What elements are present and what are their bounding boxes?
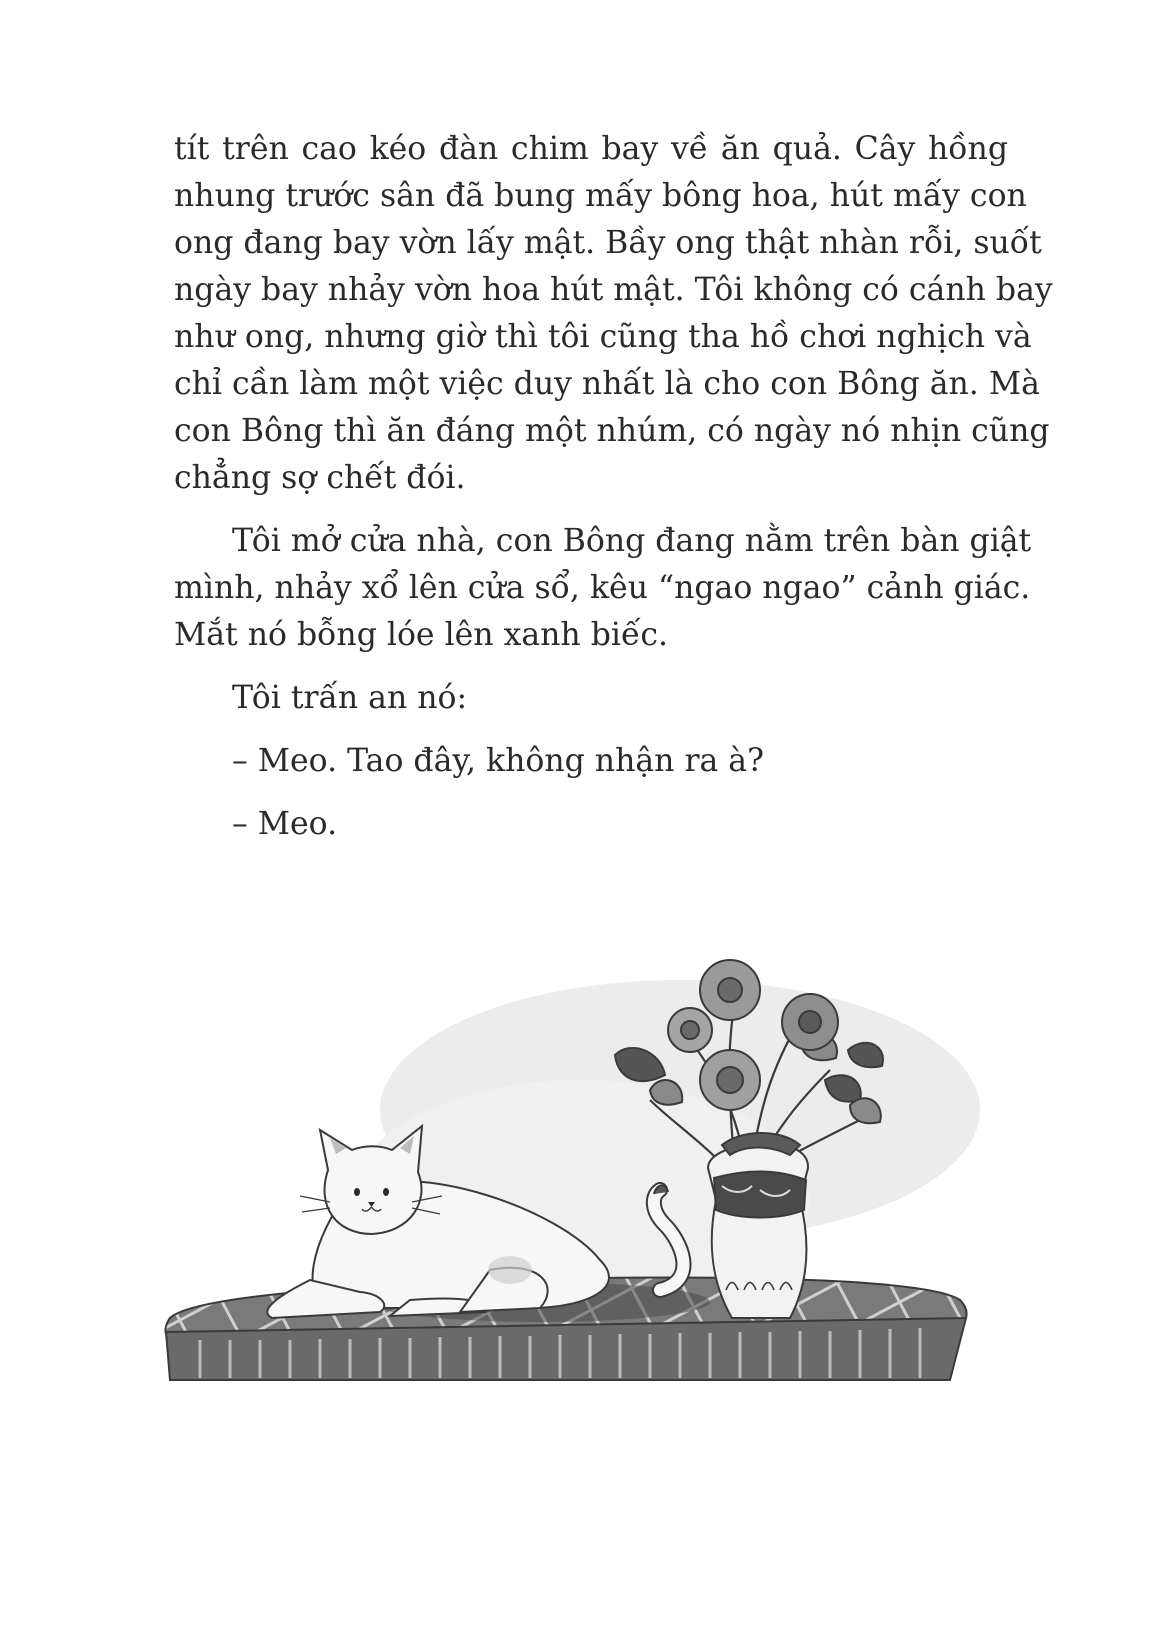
text-line: ngày bay nhảy vờn hoa hút mật. Tôi không có cánh bay [174,272,1053,308]
flower [782,994,838,1050]
text-line: – Meo. Tao đây, không nhận ra à? [232,743,764,779]
text-line: chẳng sợ chết đói. [174,460,466,496]
text-line: chỉ cần làm một việc duy nhất là cho con Bông ăn. Mà [174,366,1040,402]
flower [700,960,760,1020]
text-line: Tôi mở cửa nhà, con Bông đang nằm trên bàn giật [232,523,1032,559]
paragraph-3 [174,675,1008,722]
flower [700,1050,760,1110]
text-line: tít trên cao kéo đàn chim bay về ăn quả. Cây hồng [174,131,1008,167]
text-line: ong đang bay vờn lấy mật. Bầy ong thật nhàn rỗi, suốt [174,225,1042,261]
flower [668,1008,712,1052]
text-line: Tôi trấn an nó: [232,680,468,716]
dialogue-line-2 [174,801,1008,848]
text-line: Mắt nó bỗng lóe lên xanh biếc. [174,617,668,653]
dialogue-line-1 [174,738,1008,785]
text-line: con Bông thì ăn đáng một nhúm, có ngày nó nhịn cũng [174,413,1050,449]
paragraph-2 [174,518,1032,659]
story-text [174,126,1053,864]
text-line: – Meo. [232,806,338,842]
text-line: nhung trước sân đã bung mấy bông hoa, hút mấy con [174,178,1027,214]
text-line: như ong, nhưng giờ thì tôi cũng tha hồ chơi nghịch và [174,319,1032,355]
paragraph-1 [174,126,1053,502]
cat-vase-illustration [160,940,1020,1480]
text-line: mình, nhảy xổ lên cửa sổ, kêu “ngao ngao” cảnh giác. [174,570,1031,606]
